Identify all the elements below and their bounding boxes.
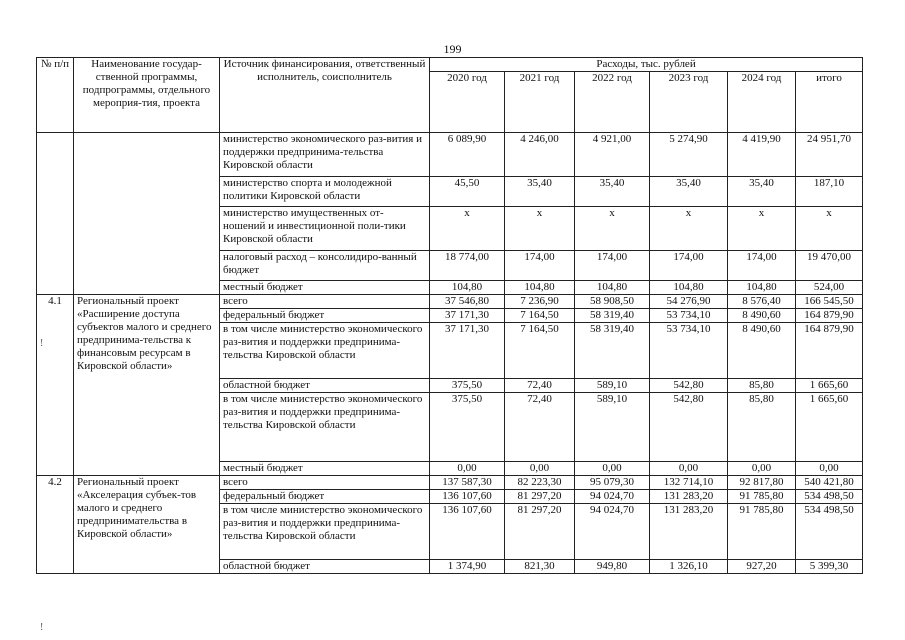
value-year: x (505, 207, 575, 251)
value-year: 82 223,30 (505, 476, 575, 490)
value-year: 53 734,10 (650, 309, 728, 323)
funding-source: министерство спорта и молодежной политики Кировской области (220, 177, 430, 207)
value-year: 174,00 (728, 251, 796, 281)
table-row (37, 133, 863, 177)
funding-source: министерство экономического раз-вития и поддержки предпринима-тельства Кировской области (220, 133, 430, 177)
value-year: 0,00 (430, 462, 505, 476)
header-year-2021: 2021 год (505, 72, 575, 133)
value-year: 92 817,80 (728, 476, 796, 490)
item-number: 4.1 (37, 295, 74, 476)
value-year: 7 236,90 (505, 295, 575, 309)
value-total: 164 879,90 (796, 323, 863, 379)
value-year: 104,80 (650, 281, 728, 295)
value-total: x (796, 207, 863, 251)
value-year: 5 274,90 (650, 133, 728, 177)
funding-source: в том числе министерство экономического раз-вития и поддержки предпринима-тельства Кировской области (220, 504, 430, 560)
value-total: 164 879,90 (796, 309, 863, 323)
header-year-2022: 2022 год (575, 72, 650, 133)
header-year-2020: 2020 год (430, 72, 505, 133)
value-year: 4 921,00 (575, 133, 650, 177)
value-year: 72,40 (505, 379, 575, 393)
header-name: Наименование государ-ственной программы, подпрограммы, отдельного мероприя-тия, проекта (74, 58, 220, 133)
value-year: 8 576,40 (728, 295, 796, 309)
value-year: 72,40 (505, 393, 575, 462)
item-name: Региональный проект «Акселерация субъек-тов малого и среднего предпринимательства в Кировской области» (74, 476, 220, 574)
value-total: 24 951,70 (796, 133, 863, 177)
value-year: 54 276,90 (650, 295, 728, 309)
value-year: 45,50 (430, 177, 505, 207)
value-year: 58 319,40 (575, 309, 650, 323)
value-year: 927,20 (728, 560, 796, 574)
value-year: 131 283,20 (650, 504, 728, 560)
value-year: 542,80 (650, 393, 728, 462)
funding-source: всего (220, 295, 430, 309)
margin-mark: ! (40, 338, 44, 349)
value-year: 0,00 (650, 462, 728, 476)
value-total: 1 665,60 (796, 379, 863, 393)
funding-source: федеральный бюджет (220, 309, 430, 323)
funding-source: министерство имущественных от-ношений и инвестиционной поли-тики Кировской области (220, 207, 430, 251)
budget-table (36, 57, 863, 574)
value-year: x (650, 207, 728, 251)
item-name: Региональный проект «Расширение доступа субъектов малого и среднего предпринима-тельства к финансовым ресурсам в Кировской области» (74, 295, 220, 476)
value-year: 94 024,70 (575, 490, 650, 504)
item-name (74, 133, 220, 295)
header-expenses: Расходы, тыс. рублей (430, 58, 863, 72)
item-number (37, 133, 74, 295)
value-year: 1 326,10 (650, 560, 728, 574)
item-number: 4.2 (37, 476, 74, 574)
funding-source: всего (220, 476, 430, 490)
value-year: 136 107,60 (430, 504, 505, 560)
value-year: 35,40 (650, 177, 728, 207)
header-year-2024: 2024 год (728, 72, 796, 133)
page-number: 199 (443, 42, 462, 56)
value-total: 540 421,80 (796, 476, 863, 490)
value-total: 166 545,50 (796, 295, 863, 309)
value-year: 104,80 (728, 281, 796, 295)
value-total: 0,00 (796, 462, 863, 476)
value-year: 174,00 (650, 251, 728, 281)
value-year: 37 171,30 (430, 309, 505, 323)
funding-source: местный бюджет (220, 462, 430, 476)
value-total: 534 498,50 (796, 504, 863, 560)
value-total: 5 399,30 (796, 560, 863, 574)
value-year: 1 374,90 (430, 560, 505, 574)
value-year: 81 297,20 (505, 504, 575, 560)
value-year: 91 785,80 (728, 504, 796, 560)
value-year: 821,30 (505, 560, 575, 574)
value-year: 375,50 (430, 379, 505, 393)
table-row (37, 295, 863, 309)
header-year-2023: 2023 год (650, 72, 728, 133)
value-year: 949,80 (575, 560, 650, 574)
value-year: 85,80 (728, 393, 796, 462)
funding-source: областной бюджет (220, 560, 430, 574)
value-total: 19 470,00 (796, 251, 863, 281)
value-year: 0,00 (575, 462, 650, 476)
table-row (37, 476, 863, 490)
value-year: 104,80 (575, 281, 650, 295)
value-year: 18 774,00 (430, 251, 505, 281)
value-year: x (430, 207, 505, 251)
value-year: 174,00 (575, 251, 650, 281)
value-year: 81 297,20 (505, 490, 575, 504)
value-year: 7 164,50 (505, 309, 575, 323)
value-year: 95 079,30 (575, 476, 650, 490)
value-year: 35,40 (728, 177, 796, 207)
value-year: 7 164,50 (505, 323, 575, 379)
value-year: 0,00 (728, 462, 796, 476)
value-total: 1 665,60 (796, 393, 863, 462)
value-year: 0,00 (505, 462, 575, 476)
value-year: 85,80 (728, 379, 796, 393)
value-year: 37 171,30 (430, 323, 505, 379)
funding-source: в том числе министерство экономического раз-вития и поддержки предпринима-тельства Кировской области (220, 323, 430, 379)
value-year: 37 546,80 (430, 295, 505, 309)
value-total: 534 498,50 (796, 490, 863, 504)
value-year: 8 490,60 (728, 309, 796, 323)
value-year: 132 714,10 (650, 476, 728, 490)
value-year: 137 587,30 (430, 476, 505, 490)
value-year: 8 490,60 (728, 323, 796, 379)
header-num: № п/п (37, 58, 74, 133)
value-year: 35,40 (575, 177, 650, 207)
value-year: 589,10 (575, 393, 650, 462)
value-year: 104,80 (430, 281, 505, 295)
value-year: 589,10 (575, 379, 650, 393)
header-total: итого (796, 72, 863, 133)
funding-source: местный бюджет (220, 281, 430, 295)
value-year: 104,80 (505, 281, 575, 295)
value-year: x (728, 207, 796, 251)
funding-source: областной бюджет (220, 379, 430, 393)
value-total: 187,10 (796, 177, 863, 207)
value-total: 524,00 (796, 281, 863, 295)
table-body (37, 133, 863, 574)
value-year: 4 246,00 (505, 133, 575, 177)
value-year: 6 089,90 (430, 133, 505, 177)
funding-source: в том числе министерство экономического раз-вития и поддержки предпринима-тельства Кировской области (220, 393, 430, 462)
value-year: 131 283,20 (650, 490, 728, 504)
value-year: 4 419,90 (728, 133, 796, 177)
funding-source: федеральный бюджет (220, 490, 430, 504)
value-year: 35,40 (505, 177, 575, 207)
value-year: 542,80 (650, 379, 728, 393)
value-year: x (575, 207, 650, 251)
header-source: Источник финансирования, ответственный исполнитель, соисполнитель (220, 58, 430, 133)
value-year: 375,50 (430, 393, 505, 462)
value-year: 174,00 (505, 251, 575, 281)
funding-source: налоговый расход – консолидиро-ванный бюджет (220, 251, 430, 281)
value-year: 58 319,40 (575, 323, 650, 379)
value-year: 58 908,50 (575, 295, 650, 309)
margin-mark: ! (40, 622, 44, 633)
value-year: 136 107,60 (430, 490, 505, 504)
value-year: 91 785,80 (728, 490, 796, 504)
value-year: 53 734,10 (650, 323, 728, 379)
value-year: 94 024,70 (575, 504, 650, 560)
